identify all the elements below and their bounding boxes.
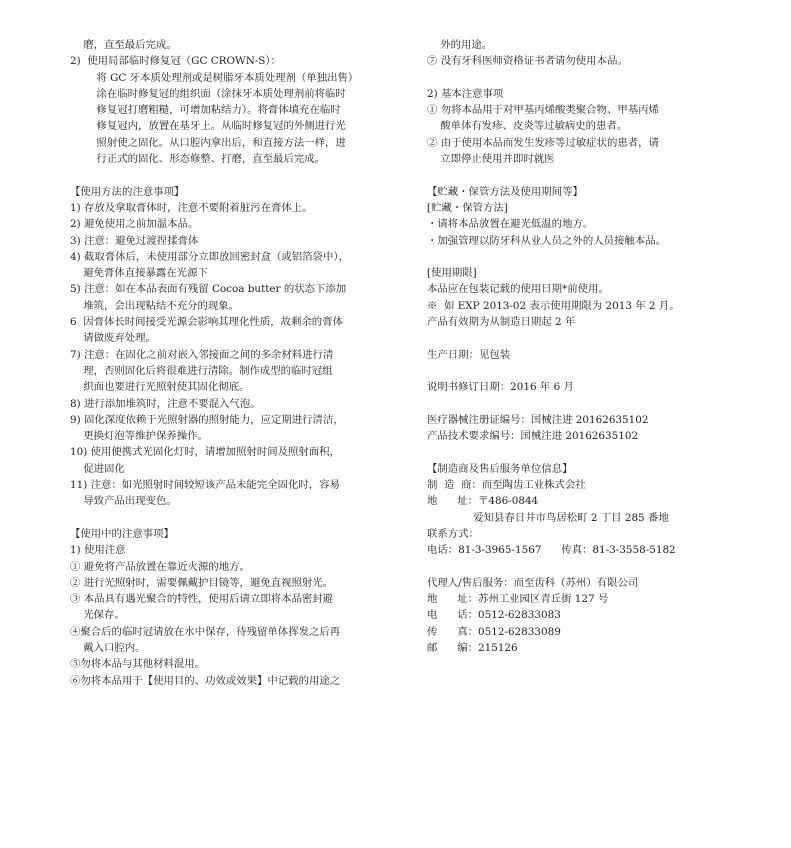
text-line: ⑥勿将本品用于【使用目的、功效或效果】中记载的用途之 (70, 674, 341, 687)
section-heading: 2) 基本注意事项 (427, 87, 504, 100)
text-line: 照射使之固化。从口腔内拿出后，和直接方法一样，进 (70, 136, 346, 149)
right-column (427, 37, 717, 656)
text-line: 5) 注意：如在本品表面有残留 Cocoa butter 的状态下添加 (70, 283, 347, 296)
text-line: 理，否则固化后将很难进行清除。制作成型的临时冠组 (70, 364, 333, 377)
text-line: 堆筑，会出现粘结不充分的现象。 (70, 299, 240, 312)
text-line: 地 址：〒486-0844 (427, 495, 539, 508)
text-line: 4) 截取膏体后，未使用部分立即放回密封盒（或铝箔袋中）， (70, 250, 349, 263)
text-line: 6 因膏体长时间接受光源会影响其理化性质，故剩余的膏体 (70, 316, 343, 329)
text-line: 请做废弃处理。 (70, 332, 156, 345)
text-line: ② 由于使用本品而发生发疹等过敏症状的患者，请 (427, 136, 659, 149)
text-line: 7) 注意：在固化之前对嵌入邻接面之间的多余材料进行清 (70, 348, 334, 361)
text-line: ⑦ 没有牙科医师资格证书者请勿使用本品。 (427, 55, 628, 68)
text-line: ② 进行光照射时，需要佩戴护目镜等，避免直视照射光。 (70, 576, 334, 589)
text-line: 产品有效期为从制造日期起 2 年 (427, 316, 576, 329)
text-line: 行正式的固化、形态修整、打磨，直至最后完成。 (70, 153, 326, 166)
text-line: 9) 固化深度依赖于光照射器的照射能力，应定期进行清洁， (70, 413, 344, 426)
subsection-heading: [使用期限] (427, 267, 477, 280)
text-line: ③ 本品具有遇光聚合的特性，使用后请立即将本品密封避 (70, 593, 334, 606)
text-line: 外的用途。 (427, 39, 493, 51)
text-line: 地 址：苏州工业园区青丘街 127 号 (427, 593, 609, 606)
text-line: ・请将本品放置在避光低温的地方。 (427, 218, 594, 231)
text-line: 8) 进行添加堆筑时，注意不要混入气泡。 (70, 397, 261, 410)
text-line: ① 勿将本品用于对甲基丙烯酸类聚合物、甲基丙烯 (427, 104, 659, 117)
section-heading: 【贮藏・保管方法及使用期间等】 (427, 185, 583, 198)
text-line: 2) 避免使用之前加温本品。 (70, 218, 199, 231)
text-line: 将 GC 牙本质处理剂或是树脂牙本质处理剂（单独出售） (70, 71, 359, 84)
technical-requirement-number: 产品技术要求编号：国械注进 20162635102 (427, 430, 639, 443)
text-line: ① 避免将产品放置在靠近火源的地方。 (70, 560, 250, 573)
subsection-heading: [贮藏・保管方法] (427, 201, 508, 214)
text-line: 酸单体有发疹、皮炎等过敏病史的患者。 (427, 120, 628, 133)
text-line: 1) 存放及拿取膏体时，注意不要附着脏污在膏体上。 (70, 201, 313, 214)
text-line: 光保存。 (70, 609, 125, 622)
text-line: 2) 使用局部临时修复冠（GC CROWN-S）： (70, 55, 282, 68)
text-line: 1) 使用注意 (70, 544, 126, 557)
text-line: 制 造 商：而至陶齿工业株式会社 (427, 479, 586, 492)
text-line: 本品应在包装记载的使用日期*前使用。 (427, 283, 609, 296)
section-heading: 【使用方法的注意事项】 (70, 185, 185, 198)
text-line: 11) 注意：如光照射时间较短该产品未能完全固化时，容易 (70, 479, 340, 492)
text-line: 涂在临时修复冠的组织面（涂抹牙本质处理剂前将临时 (70, 87, 346, 100)
text-line: 电话：81-3-3965-1567 传真：81-3-3558-5182 (427, 544, 676, 557)
section-heading: 【制造商及售后服务单位信息】 (427, 462, 573, 475)
text-line: 修复冠打磨粗糙，可增加粘结力）。将膏体填充在临时 (70, 104, 341, 117)
text-line: 10) 使用便携式光固化灯时，请增加照射时间及照射面积， (70, 446, 340, 459)
text-line: 电 话：0512-62833083 (427, 609, 561, 622)
registration-number: 医疗器械注册证编号：国械注进 20162635102 (427, 413, 649, 426)
text-line: 磨，直至最后完成。 (70, 39, 177, 51)
text-line: 联系方式： (427, 527, 479, 540)
text-line: ・加强管理以防牙科从业人员之外的人员接触本品。 (427, 234, 666, 247)
text-line: ※ 如 EXP 2013-02 表示使用期限为 2013 年 2 月。 (427, 299, 680, 312)
text-line: ④聚合后的临时冠请放在水中保存，待残留单体挥发之后再 (70, 625, 341, 638)
text-line: 更换灯泡等维护保养操作。 (70, 430, 208, 443)
text-line: 戴入口腔内。 (70, 641, 146, 654)
section-heading: 【使用中的注意事项】 (70, 527, 174, 540)
text-line: 促进固化 (70, 462, 125, 475)
text-line: 3) 注意：避免过渡捏揉膏体 (70, 234, 199, 247)
revision-date: 说明书修订日期：2016 年 6 月 (427, 381, 574, 394)
text-line: 传 真：0512-62833089 (427, 625, 561, 638)
text-line: 避免膏体直接暴露在光源下 (70, 267, 208, 280)
text-line: 代理人/售后服务：而至齿科（苏州）有限公司 (427, 576, 639, 589)
text-line: 立即停止使用并即时就医 (427, 153, 555, 166)
text-line: 修复冠内，放置在基牙上。从临时修复冠的外侧进行光 (70, 120, 346, 133)
text-line: ⑤勿将本品与其他材料混用。 (70, 658, 206, 671)
text-line: 邮 编：215126 (427, 641, 518, 654)
production-date: 生产日期：见包装 (427, 348, 511, 361)
text-line: 导致产品出现变色。 (70, 495, 177, 508)
text-line: 爱知县春日井市鸟居松町 2 丁目 285 番地 (427, 511, 669, 524)
text-line: 织面也要进行光照射使其固化彻底。 (70, 381, 250, 394)
left-column (70, 37, 388, 689)
